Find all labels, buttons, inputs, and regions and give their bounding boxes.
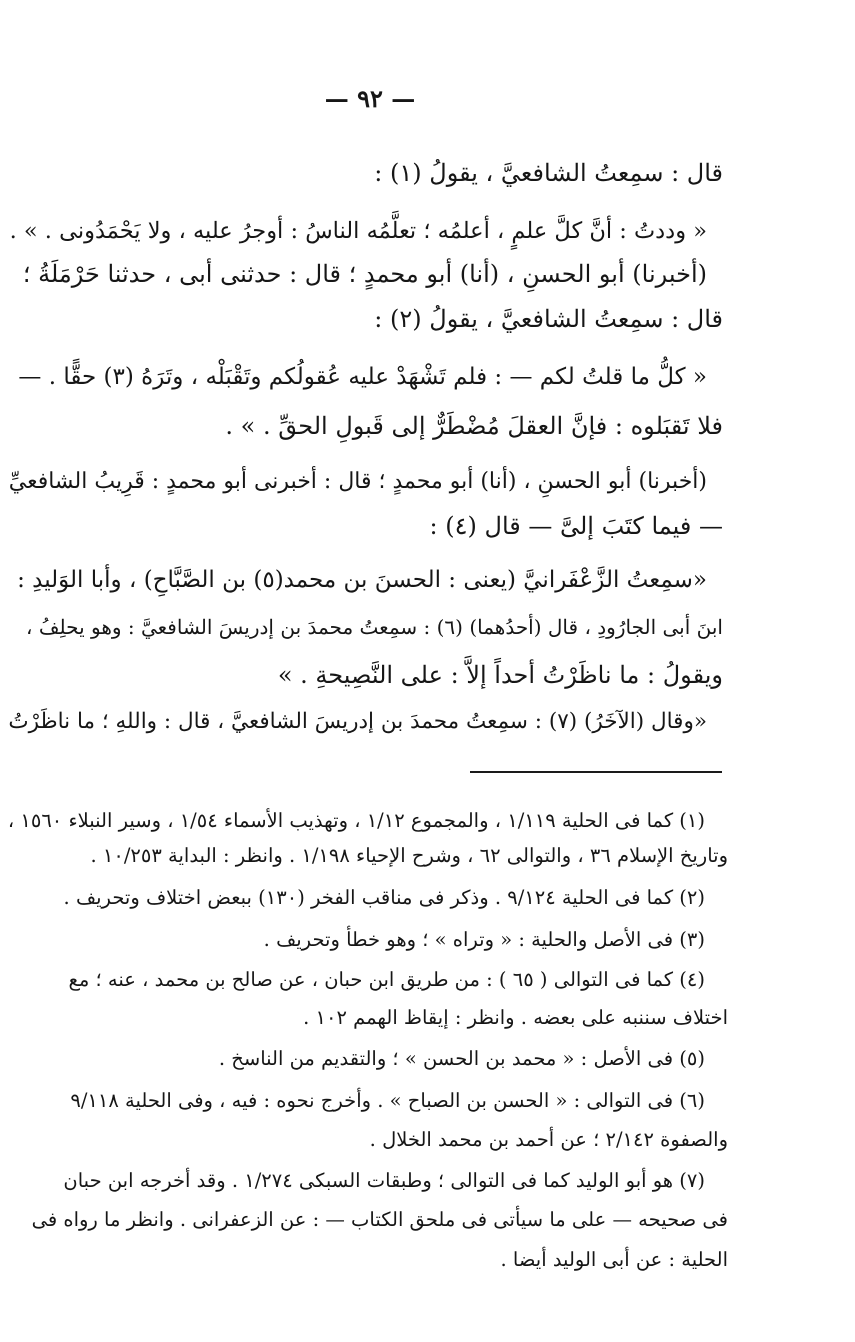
body-line: ويقولُ : ما ناظَرْتُ أحداً إلاَّ : على النَّصِيحةِ . » [277,661,723,689]
footnote-line: اختلاف سننبه على بعضه . وانظر : إيقاظ الهمم ١٠٢ . [303,1006,728,1029]
footnote-separator [470,771,722,773]
footnote-line: وتاريخ الإسلام ٣٦ ، والتوالى ٦٢ ، وشرح الإحياء ١/١٩٨ . وانظر : البداية ١٠/٢٥٣ . [90,844,728,867]
footnote-line: (١) كما فى الحلية ١/١١٩ ، والمجموع ١/١٢ ، وتهذيب الأسماء ١/٥٤ ، وسير النبلاء ١٥٦٠ ، [7,809,705,832]
body-line: ابنَ أبى الجارُودِ ، قال (أحدُهما) (٦) : سمِعتُ محمدَ بن إدريسَ الشافعيَّ : وهو يحلِفُ ، [26,615,723,639]
body-line: «سمِعتُ الزَّعْفَرانيَّ (يعنى : الحسنَ بن محمد(٥) بن الصَّبَّاحِ) ، وأبا الوَليدِ : [17,567,707,593]
body-line: قال : سمِعتُ الشافعيَّ ، يقولُ (٢) : [374,305,723,333]
page-number: — ٩٢ — [324,84,416,113]
footnote-line: (٦) فى التوالى : « الحسن بن الصباح » . وأخرج نحوه : فيه ، وفى الحلية ٩/١١٨ [70,1089,705,1112]
body-line: (أخبرنا) أبو الحسنِ ، (أنا) أبو محمدٍ ؛ قال : حدثنى أبى ، حدثنا حَرْمَلَةُ ؛ [22,260,707,288]
body-line: قال : سمِعتُ الشافعيَّ ، يقولُ (١) : [374,159,723,187]
footnote-line: والصفوة ٢/١٤٢ ؛ عن أحمد بن محمد الخلال . [369,1128,728,1151]
footnote-line: (٧) هو أبو الوليد كما فى التوالى ؛ وطبقات السبكى ١/٢٧٤ . وقد أخرجه ابن حبان [63,1169,705,1192]
footnote-line: (٢) كما فى الحلية ٩/١٢٤ . وذكر فى مناقب الفخر (١٣٠) ببعض اختلاف وتحريف . [63,886,705,909]
body-line: فلا تَقبَلوه : فإنَّ العقلَ مُضْطَرٌّ إلى قَبولِ الحقِّ . » . [225,412,723,440]
body-line: « كلُّ ما قلتُ لكم — : فلم تَشْهَدْ عليه عُقولُكم وتَقْبَلْه ، وتَرَهُ (٣) حقًّا . — [18,364,707,390]
footnote-line: الحلية : عن أبى الوليد أيضا . [500,1248,728,1271]
footnote-line: فى صحيحه — على ما سيأتى فى ملحق الكتاب — : عن الزعفرانى . وانظر ما رواه فى [31,1208,728,1231]
body-line: « وددتُ : أنَّ كلَّ علمٍ ، أعلمُه ؛ تعلَّمُه الناسُ : أوجرُ عليه ، ولا يَحْمَدُونى . » . [9,218,707,244]
body-line: — فيما كتَبَ إلىَّ — قال (٤) : [429,512,723,540]
footnote-line: (٣) فى الأصل والحلية : « وتراه » ؛ وهو خطأ وتحريف . [263,928,705,951]
body-line: (أخبرنا) أبو الحسنِ ، (أنا) أبو محمدٍ ؛ قال : أخبرنى أبو محمدٍ : قَرِيبُ الشافعيِّ [8,469,707,494]
footnote-line: (٤) كما فى التوالى ( ٦٥ ) : من طريق ابن حبان ، عن صالح بن محمد ، عنه ؛ مع [68,968,705,991]
footnote-line: (٥) فى الأصل : « محمد بن الحسن » ؛ والتقديم من الناسخ . [218,1047,705,1070]
body-line: «وقال (الآخَرُ) (٧) : سمِعتُ محمدَ بن إدريسَ الشافعيَّ ، قال : واللهِ ؛ ما ناظَرْتُ [8,709,707,734]
